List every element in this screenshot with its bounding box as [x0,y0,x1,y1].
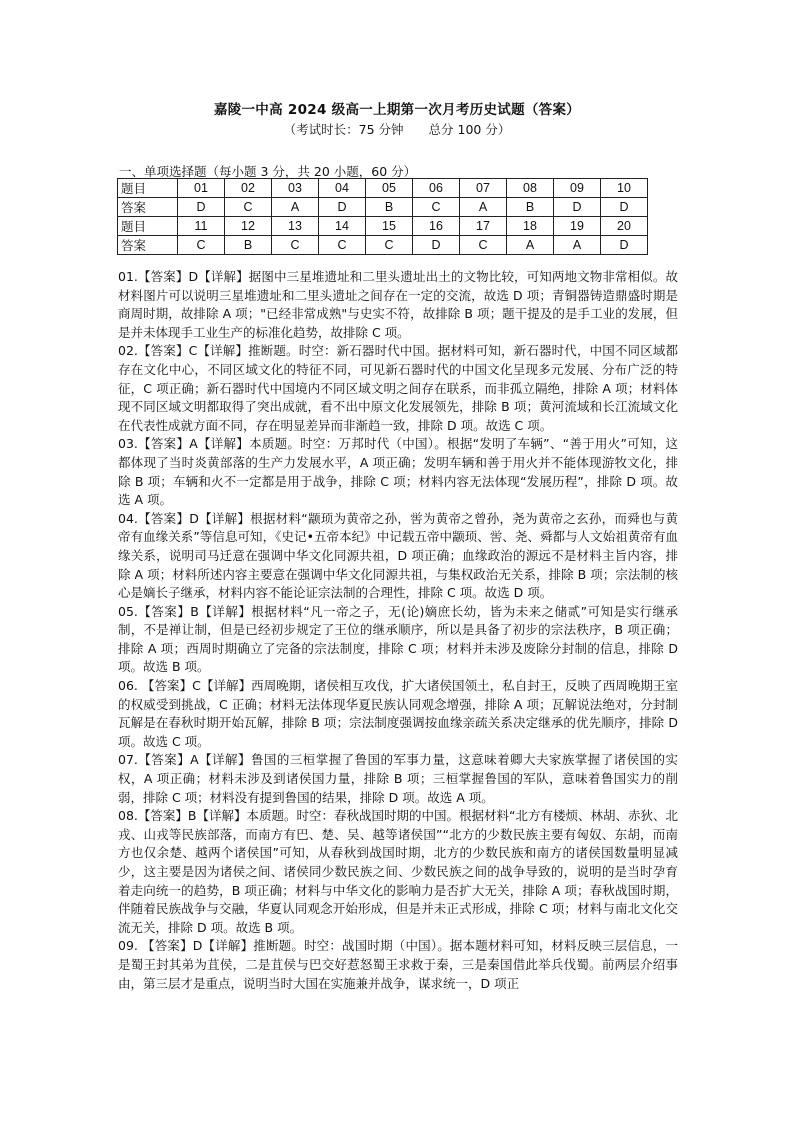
section-heading: 一、单项选择题（每小题 3 分，共 20 小题，60 分） [119,164,417,179]
explanation-04: 04.【答案】D【详解】根据材料“颛顼为黄帝之孙，喾为黄帝之曾孙，尧为黄帝之玄孙，而舜也与黄帝有血缘关系”等信息可知，《史记•五帝本纪》中记载五帝中颛顼、喾、尧、舜都与人文始祖黄帝有血缘关系，说明司马迁意在强调中华文化同源共祖，D 项正确；血缘政治的源远不是材料主旨内容，排除 A 项；材料所述内容主要意在强调中华文化同源共祖，与集权政治无关系，排除 B 项；宗法制的核心是嫡长子继承，材料内容不能论证宗法制的合理性，排除 C 项。故选 D 项。 [118,510,678,601]
answer-table-cell: 10 [601,179,648,198]
answer-table-cell: 03 [272,179,319,198]
answer-table-cell: 12 [225,217,272,236]
answer-table-header-cell: 答案 [118,236,178,255]
exam-info: （考试时长：75 分钟 总分 100 分） [283,122,511,137]
answer-table-cell: D [178,198,225,217]
answer-table-cell: C [460,236,507,255]
answer-table-header-cell: 题目 [118,217,178,236]
answer-table-cell: D [601,198,648,217]
answer-table-row [118,198,648,217]
answer-table-cell: 18 [507,217,554,236]
answer-table-cell: C [272,236,319,255]
answer-table-cell: 02 [225,179,272,198]
answer-table-cell: 15 [366,217,413,236]
answer-table-cell: A [507,236,554,255]
answer-table-cell: 14 [319,217,366,236]
answer-table-cell: B [366,198,413,217]
explanation-06: 06. 【答案】C【详解】西周晚期，诸侯相互攻伐，扩大诸侯国领土，私自封王，反映了西周晚期王室的权威受到挑战，C 正确；材料无法体现华夏民族认同观念增强，排除 A 项；瓦解说法绝对，分封制瓦解是在春秋时期开始瓦解，排除 B 项；宗法制度强调按血缘亲疏关系决定继承的优先顺序，排除 D 项。故选 C 项。 [118,678,678,749]
answer-table-row [118,217,648,236]
answer-table-cell: 07 [460,179,507,198]
answer-table-cell: D [554,198,601,217]
answer-table-cell: A [272,198,319,217]
answer-table-cell: 11 [178,217,225,236]
answer-table-cell: C [366,236,413,255]
answer-table-cell: C [178,236,225,255]
answer-table-cell: A [460,198,507,217]
answer-table-cell: 05 [366,179,413,198]
answer-table-header-cell: 题目 [118,179,178,198]
answer-table-cell: D [601,236,648,255]
answer-table-cell: 09 [554,179,601,198]
page-title: 嘉陵一中高 2024 级高一上期第一次月考历史试题（答案） [213,102,581,118]
answer-table-cell: C [225,198,272,217]
answer-table [117,178,648,255]
answer-table-cell: 13 [272,217,319,236]
answer-table-cell: D [413,236,460,255]
explanation-07: 07.【答案】A【详解】鲁国的三桓掌握了鲁国的军事力量，这意味着卿大夫家族掌握了诸侯国的实权，A 项正确；材料未涉及到诸侯国力量，排除 B 项；三桓掌握鲁国的军队，意味着鲁国实力的削弱，排除 C 项；材料没有提到鲁国的结果，排除 D 项。故选 A 项。 [118,752,678,805]
answer-table-row [118,179,648,198]
answer-table-cell: 20 [601,217,648,236]
answer-table-row [118,236,648,255]
answer-table-cell: B [507,198,554,217]
explanation-03: 03.【答案】A【详解】本质题。时空：万邦时代（中国）。根据“发明了车辆”、“善于用火”可知，这都体现了当时炎黄部落的生产力发展水平，A 项正确；发明车辆和善于用火并不能体现游牧文化，排除 B 项；车辆和火不一定都是用于战争，排除 C 项；材料内容无法体现“发展历程”，排除 D 项。故选 A 项。 [118,436,678,508]
answer-table-cell: 17 [460,217,507,236]
answer-table-cell: B [225,236,272,255]
answer-table-cell: C [413,198,460,217]
answer-table-cell: 06 [413,179,460,198]
explanation-05: 05.【答案】B【详解】根据材料“凡一帝之子，无(论)嫡庶长幼，皆为未来之储贰”可知是实行继承制，不是禅让制，但是已经初步规定了王位的继承顺序，所以是具备了初步的宗法秩序，B 项正确；排除 A 项；西周时期确立了完备的宗法制度，排除 C 项；材料并未涉及废除分封制的信息，排除 D 项。故选 B 项。 [118,603,678,675]
explanation-08: 08.【答案】B【详解】本质题。时空：春秋战国时期的中国。根据材料“北方有楼烦、林胡、赤狄、北戎、山戎等民族部落，而南方有巴、楚、吴、越等诸侯国”“北方的少数民族主要有匈奴、东胡，而南方也仅余楚、越两个诸侯国”可知，从春秋到战国时期，北方的少数民族和南方的诸侯国数量明显减少，这主要是因为诸侯之间、诸侯同少数民族之间、少数民族之间的战争导致的，说明的是当时孕育着走向统一的趋势，B 项正确；材料与中华文化的影响力是否扩大无关，排除 A 项；春秋战国时期，伴随着民族战争与交融，华夏认同观念开始形成，但是并未正式形成，排除 C 项；材料与南北文化交流无关，排除 D 项。故选 B 项。 [118,808,678,935]
answer-table-cell: D [319,198,366,217]
explanation-09: 09. 【答案】D【详解】推断题。时空：战国时期（中国）。据本题材料可知，材料反映三层信息，一是蜀王封其弟为苴侯，二是苴侯与巴交好惹怒蜀王求救于秦，三是秦国借此举兵伐蜀。前两层介绍事由，第三层才是重点，说明当时大国在实施兼并战争，谋求统一，D 项正 [118,938,678,991]
explanation-01: 01.【答案】D【详解】据图中三星堆遗址和二里头遗址出土的文物比较，可知两地文物非常相似。故材料图片可以说明三星堆遗址和二里头遗址之间存在一定的交流，故选 D 项；青铜器铸造鼎盛时期是商周时期，故排除 A 项；"已经非常成熟"与史实不符，故排除 B 项；题干提及的是手工业的发展，但是并未体现手工业生产的标准化趋势，故排除 C 项。 [118,269,678,340]
answer-table-cell: 01 [178,179,225,198]
answer-table-cell: 08 [507,179,554,198]
explanations [118,268,678,993]
explanation-02: 02.【答案】C【详解】推断题。时空：新石器时代中国。据材料可知，新石器时代，中国不同区域都存在文化中心，不同区域文化的特征不同，可见新石器时代的中国文化呈现多元发展、分布广泛的特征，C 项正确；新石器时代中国境内不同区域文明之间存在联系，而非孤立隔绝，排除 A 项；材料体现不同区域文明都取得了突出成就，看不出中原文化发展领先，排除 B 项；黄河流域和长江流域文化在代表性成就方面不同，存在明显差异而非渐趋一致，排除 D 项。故选 C 项。 [118,343,678,433]
answer-table-cell: A [554,236,601,255]
answer-table-cell: C [319,236,366,255]
answer-table-cell: 16 [413,217,460,236]
answer-table-cell: 04 [319,179,366,198]
answer-table-header-cell: 答案 [118,198,178,217]
answer-table-cell: 19 [554,217,601,236]
